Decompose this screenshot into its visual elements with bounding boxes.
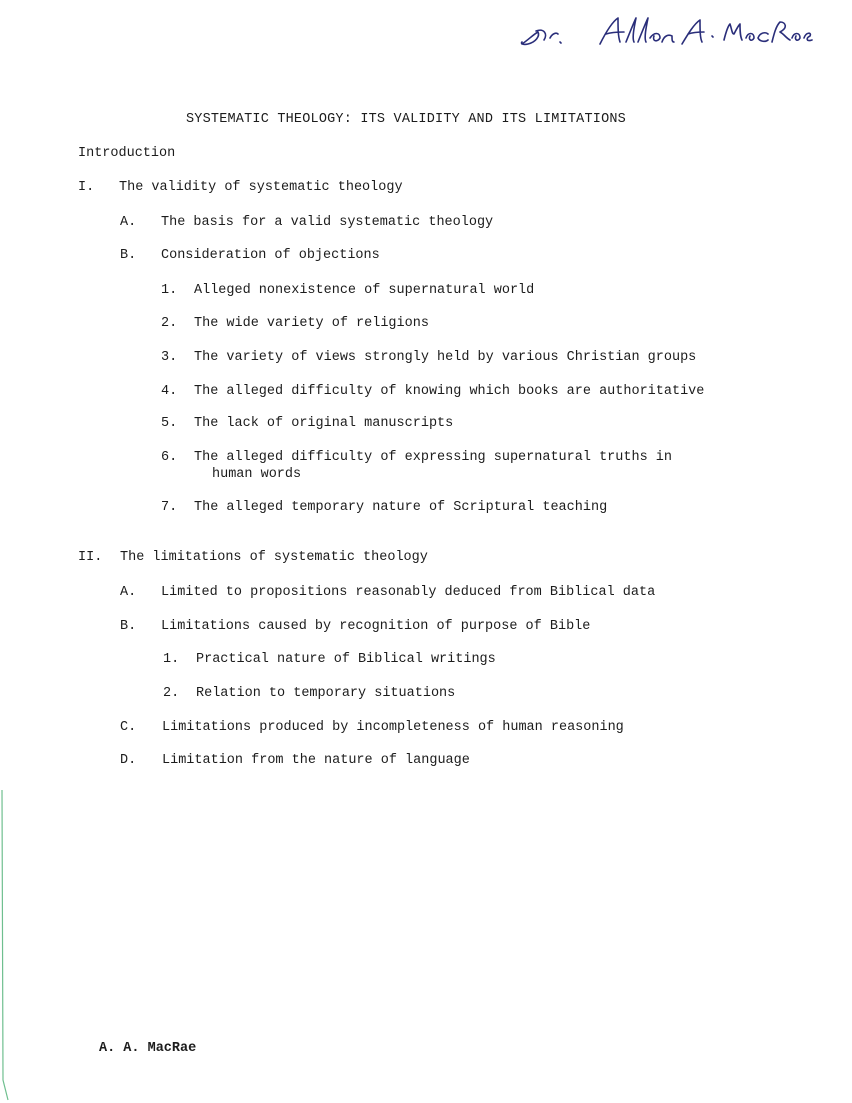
- outline-subitem: The alleged difficulty of knowing which books are authoritative: [194, 384, 705, 399]
- outline-subitem: Relation to temporary situations: [196, 686, 456, 701]
- outline-item-number: B.: [120, 619, 137, 634]
- outline-item-number: A.: [120, 585, 137, 600]
- outline-item-number: D.: [120, 753, 137, 768]
- outline-subitem-continuation: human words: [212, 467, 302, 482]
- author-name: A. A. MacRae: [99, 1041, 197, 1056]
- outline-item-number: B.: [120, 248, 137, 263]
- outline-subitem-number: 3.: [161, 350, 178, 365]
- section-heading: The validity of systematic theology: [119, 180, 403, 195]
- outline-subitem: Practical nature of Biblical writings: [196, 652, 496, 667]
- outline-subitem-number: 6.: [161, 450, 178, 465]
- scan-edge-mark: [0, 790, 10, 1103]
- outline-subitem: Alleged nonexistence of supernatural world: [194, 283, 535, 298]
- outline-subitem: The alleged temporary nature of Scriptural teaching: [194, 500, 608, 515]
- handwritten-signature: [514, 10, 814, 54]
- outline-subitem: The alleged difficulty of expressing supernatural truths in: [194, 450, 672, 465]
- outline-subitem-number: 2.: [161, 316, 178, 331]
- outline-subitem: The wide variety of religions: [194, 316, 429, 331]
- outline-subitem-number: 4.: [161, 384, 178, 399]
- outline-item: Limitation from the nature of language: [162, 753, 470, 768]
- outline-subitem-number: 1.: [161, 283, 178, 298]
- section-heading: The limitations of systematic theology: [120, 550, 428, 565]
- outline-subitem-number: 1.: [163, 652, 180, 667]
- outline-item: The basis for a valid systematic theology: [161, 215, 494, 230]
- page-title: SYSTEMATIC THEOLOGY: ITS VALIDITY AND ITS LIMITATIONS: [186, 112, 626, 127]
- section-number: I.: [78, 180, 95, 195]
- outline-item: Limitations produced by incompleteness of human reasoning: [162, 720, 624, 735]
- outline-subitem: The lack of original manuscripts: [194, 416, 454, 431]
- outline-item: Consideration of objections: [161, 248, 380, 263]
- outline-subitem: The variety of views strongly held by various Christian groups: [194, 350, 697, 365]
- outline-subitem-number: 7.: [161, 500, 178, 515]
- outline-item: Limited to propositions reasonably deduced from Biblical data: [161, 585, 656, 600]
- outline-subitem-number: 5.: [161, 416, 178, 431]
- introduction-heading: Introduction: [78, 146, 176, 161]
- outline-item-number: A.: [120, 215, 137, 230]
- section-number: II.: [78, 550, 103, 565]
- outline-item-number: C.: [120, 720, 137, 735]
- outline-subitem-number: 2.: [163, 686, 180, 701]
- outline-item: Limitations caused by recognition of purpose of Bible: [161, 619, 591, 634]
